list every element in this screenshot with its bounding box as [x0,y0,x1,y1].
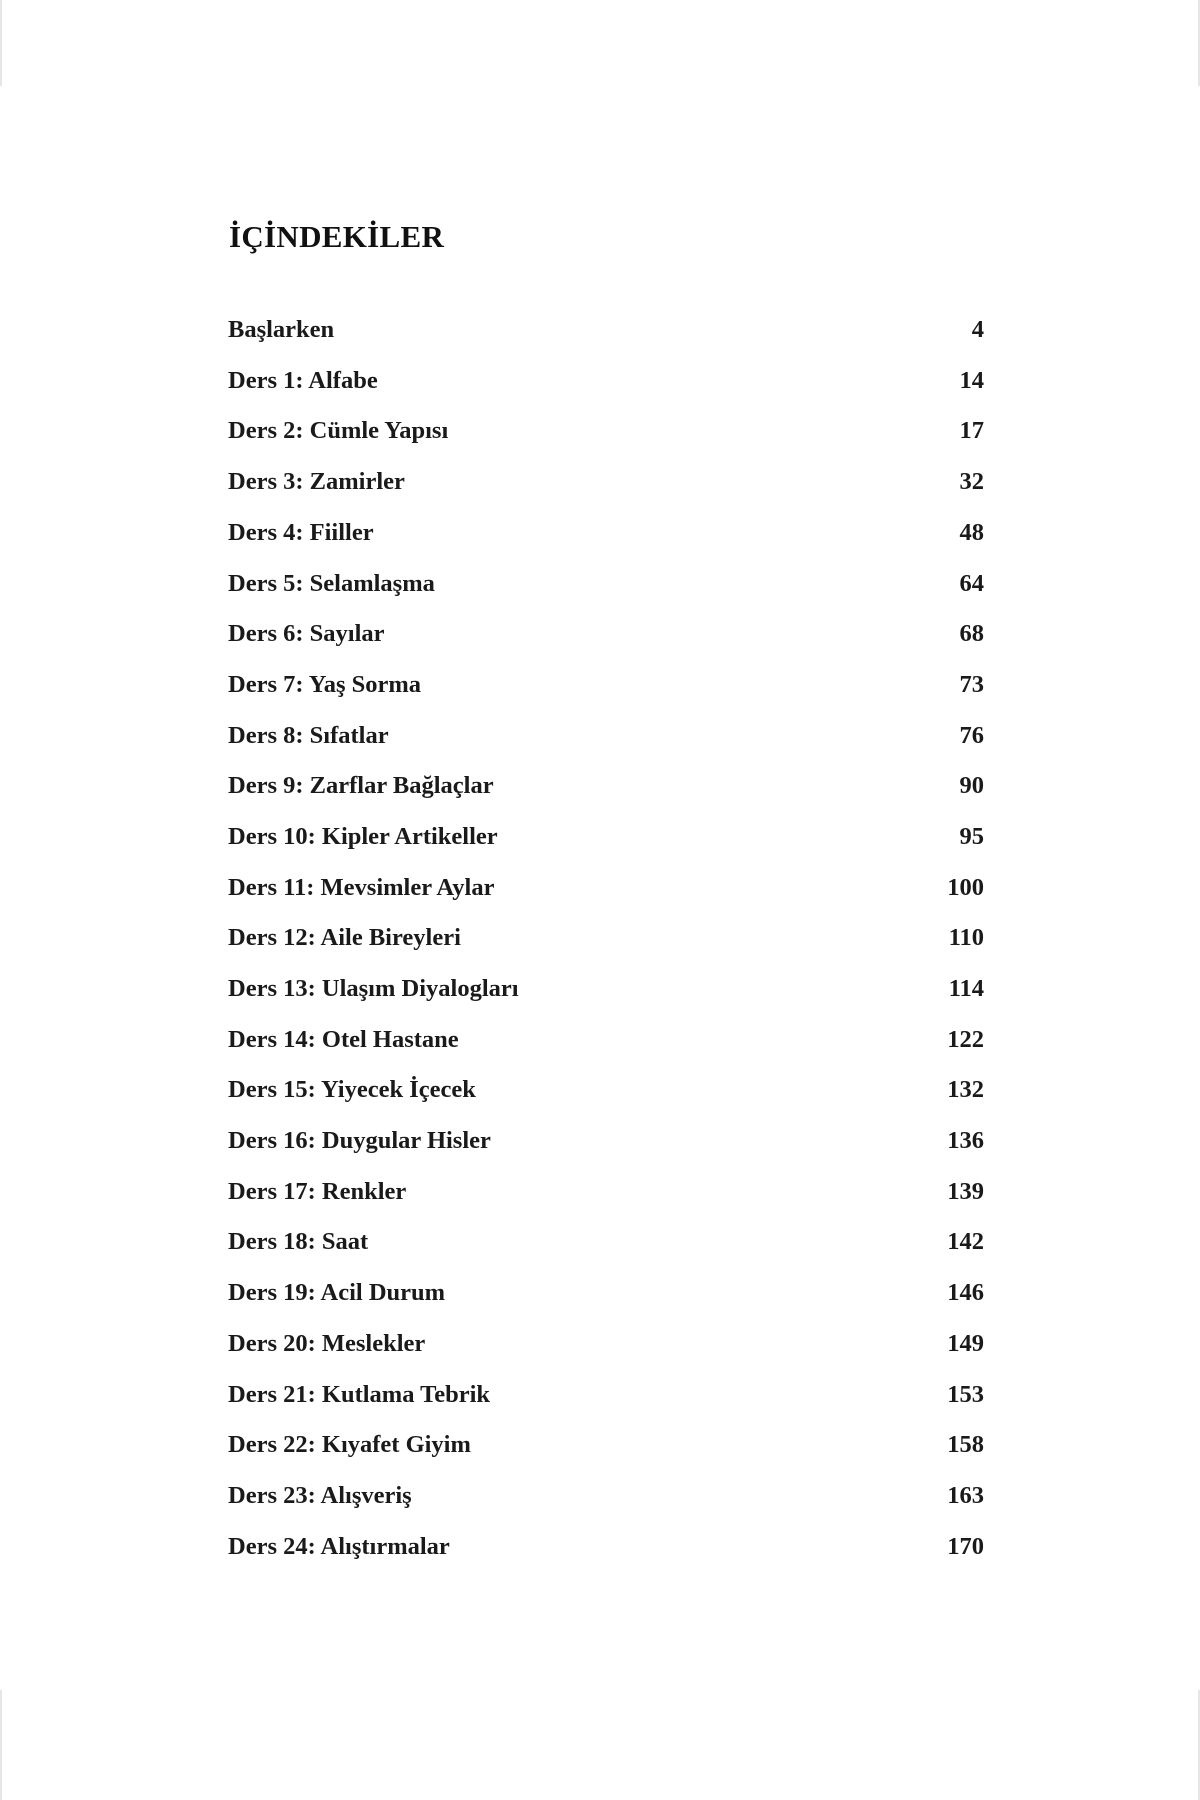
toc-entry [228,1116,988,1167]
toc-entry [228,1167,988,1218]
toc-entry-page-number: 90 [959,772,984,800]
toc-entry-page-number: 17 [959,417,984,445]
toc-entry-label: Ders 3: Zamirler [228,468,405,496]
toc-entry [228,812,988,863]
toc-entry-label: Ders 12: Aile Bireyleri [228,924,461,952]
toc-entry [228,863,988,914]
toc-entry [228,1268,988,1319]
toc-entry [228,1369,988,1420]
toc-entry [228,406,988,457]
toc-entry-label: Ders 14: Otel Hastane [228,1025,459,1053]
toc-entry-page-number: 139 [947,1177,984,1205]
toc-entry [228,1420,988,1471]
toc-entry-label: Ders 17: Renkler [228,1177,407,1205]
toc-title: İÇİNDEKİLER [229,219,445,254]
toc-entry-page-number: 158 [947,1431,984,1459]
toc-entry-label: Ders 6: Sayılar [228,620,385,648]
toc-entry [228,508,988,559]
table-of-contents [228,305,988,1572]
toc-entry-label: Ders 7: Yaş Sorma [228,670,422,698]
toc-entry [228,1471,988,1522]
toc-entry [228,660,988,711]
toc-entry [228,1015,988,1066]
toc-entry [228,1217,988,1268]
toc-entry-page-number: 14 [959,366,984,394]
toc-entry-page-number: 170 [947,1532,984,1560]
toc-entry-label: Ders 4: Fiiller [228,518,374,546]
toc-entry-page-number: 68 [959,620,984,648]
toc-entry-label: Ders 1: Alfabe [228,366,378,394]
toc-entry-page-number: 136 [947,1127,984,1155]
toc-entry-label: Ders 23: Alışveriş [228,1481,412,1509]
toc-entry-page-number: 149 [947,1329,984,1357]
toc-entry [228,761,988,812]
toc-entry-page-number: 48 [959,518,984,546]
toc-entry-page-number: 114 [948,975,984,1003]
toc-entry-page-number: 122 [947,1025,984,1053]
toc-entry [228,913,988,964]
toc-entry [228,305,988,356]
toc-entry [228,457,988,508]
toc-entry-label: Ders 18: Saat [228,1228,369,1256]
toc-entry-label: Ders 22: Kıyafet Giyim [228,1431,471,1459]
page-edge-bottom-left [0,1690,2,1800]
toc-entry-label: Ders 16: Duygular Hisler [228,1127,491,1155]
toc-entry-page-number: 110 [948,924,984,952]
toc-entry-label: Ders 8: Sıfatlar [228,721,389,749]
toc-entry-label: Ders 24: Alıştırmalar [228,1532,450,1560]
toc-entry-label: Başlarken [228,316,335,344]
toc-entry [228,1319,988,1370]
toc-entry-page-number: 100 [947,873,984,901]
toc-entry-label: Ders 19: Acil Durum [228,1279,446,1307]
toc-entry-page-number: 95 [959,822,984,850]
toc-entry-label: Ders 10: Kipler Artikeller [228,822,498,850]
toc-entry-label: Ders 11: Mevsimler Aylar [228,873,495,901]
toc-entry-page-number: 153 [947,1380,984,1408]
toc-entry-page-number: 64 [959,569,984,597]
toc-entry-label: Ders 21: Kutlama Tebrik [228,1380,491,1408]
toc-entry-label: Ders 13: Ulaşım Diyalogları [228,975,519,1003]
toc-entry-label: Ders 15: Yiyecek İçecek [228,1076,476,1104]
toc-entry [228,1522,988,1573]
toc-entry-label: Ders 9: Zarflar Bağlaçlar [228,772,494,800]
toc-entry [228,964,988,1015]
toc-entry-page-number: 132 [947,1076,984,1104]
toc-entry-label: Ders 20: Meslekler [228,1329,426,1357]
toc-entry [228,1065,988,1116]
page-edge-top-left [0,0,2,86]
toc-entry-page-number: 73 [959,670,984,698]
toc-entry [228,356,988,407]
toc-entry-page-number: 146 [947,1279,984,1307]
toc-entry-page-number: 4 [971,316,984,344]
toc-entry-page-number: 76 [959,721,984,749]
toc-entry-page-number: 32 [959,468,984,496]
toc-entry [228,558,988,609]
toc-entry [228,711,988,762]
toc-entry-label: Ders 2: Cümle Yapısı [228,417,449,445]
toc-entry [228,609,988,660]
toc-entry-label: Ders 5: Selamlaşma [228,569,435,597]
toc-entry-page-number: 142 [947,1228,984,1256]
toc-entry-page-number: 163 [947,1481,984,1509]
